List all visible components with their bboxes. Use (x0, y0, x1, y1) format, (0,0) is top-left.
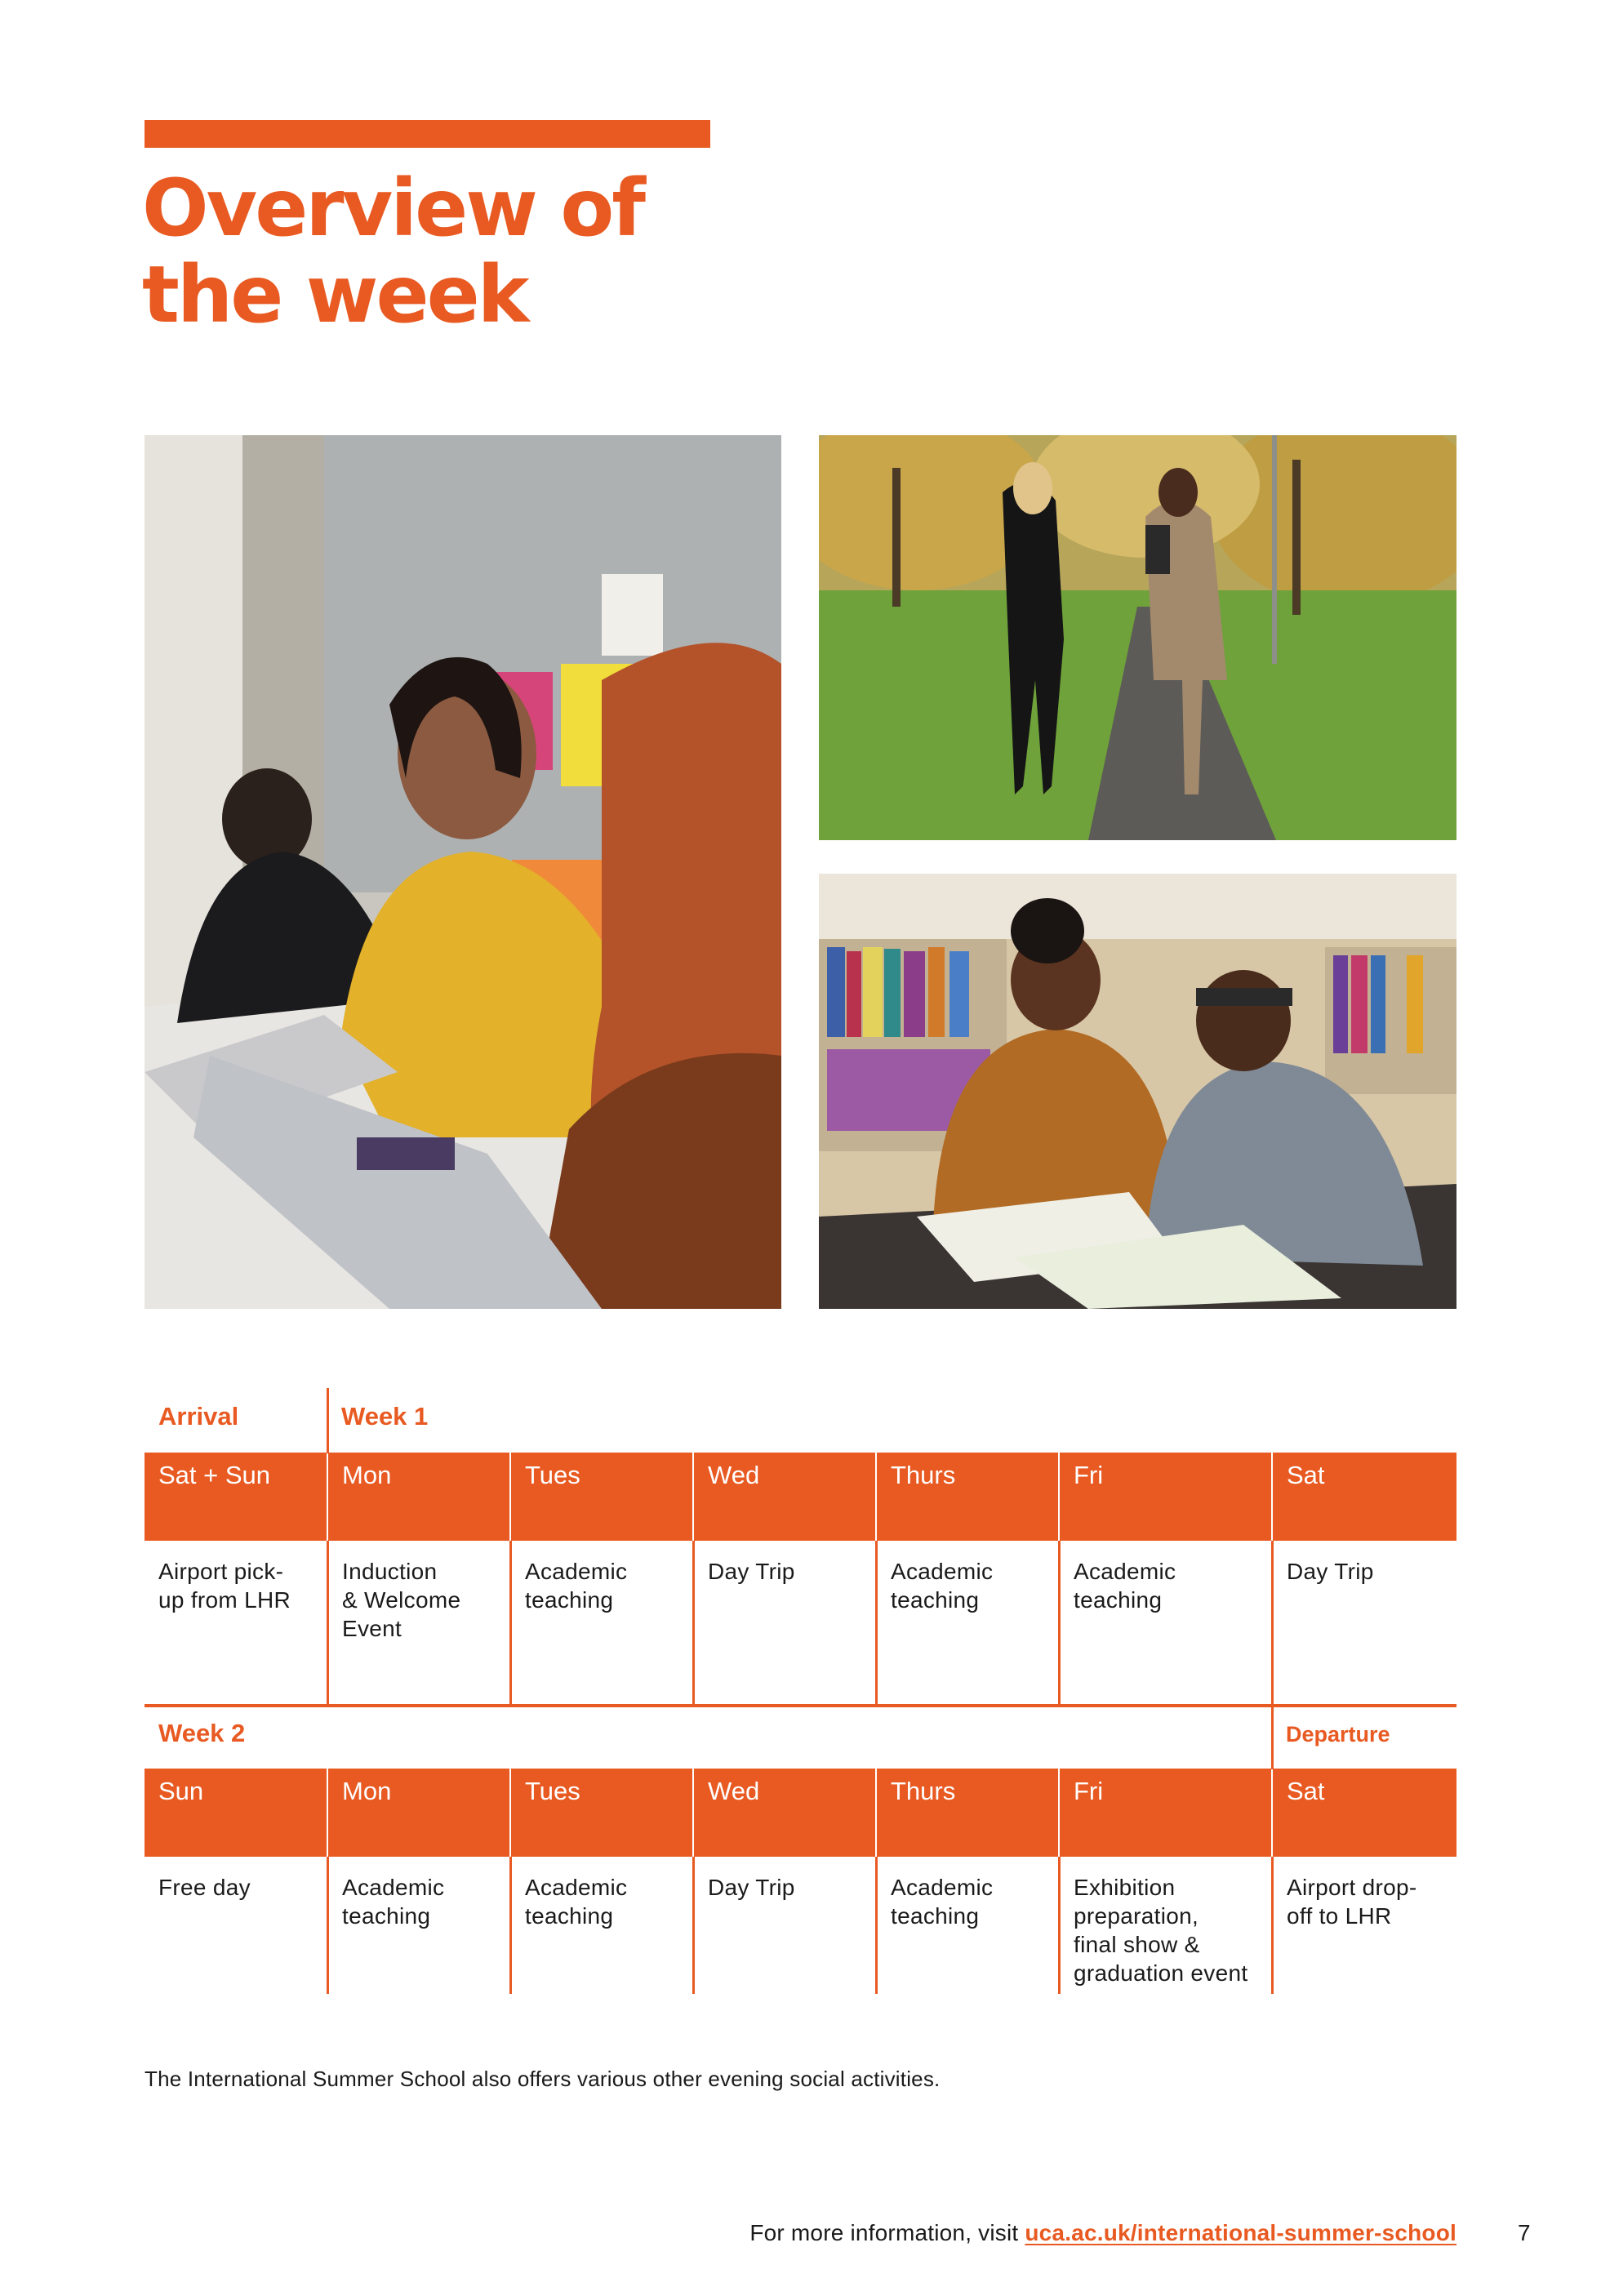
activity-line: Free day (158, 1875, 251, 1900)
activity-line: Day Trip (708, 1875, 795, 1900)
week-2-day-header: Mon (328, 1769, 509, 1857)
studio-photo (145, 435, 781, 1309)
activity-line: Academic (891, 1559, 994, 1584)
week-1-day-activity (511, 1557, 692, 1614)
week-separator (145, 1704, 1456, 1707)
week-2-day-activity (1060, 1873, 1271, 1987)
page-title-line-1: Overview of (142, 162, 644, 254)
activity-line: Exhibition (1074, 1875, 1176, 1900)
week-2-day-activity (328, 1873, 509, 1930)
column-divider (1271, 1857, 1274, 1994)
week-1-day-activity (1060, 1557, 1271, 1614)
departure-label: Departure (1286, 1722, 1390, 1746)
week-1-label: Week 1 (341, 1402, 429, 1431)
footer (749, 2219, 1456, 2247)
activity-line: up from LHR (158, 1587, 291, 1613)
week-1-day-header: Tues (511, 1453, 692, 1541)
library-photo (819, 874, 1456, 1309)
footer-prefix: For more information, visit (749, 2220, 1025, 2245)
week-2-day-header: Thurs (877, 1769, 1058, 1857)
activity-line: graduation event (1074, 1960, 1248, 1986)
week-1-day-activity (877, 1557, 1058, 1614)
activity-line: Airport pick- (158, 1559, 284, 1584)
activity-line: off to LHR (1287, 1903, 1392, 1929)
page-title (142, 162, 644, 340)
activity-line: Academic (525, 1559, 628, 1584)
week-2-day-header: Sat (1273, 1769, 1456, 1857)
activity-line: preparation, (1074, 1903, 1199, 1929)
week-1-day-header: Sat (1273, 1453, 1456, 1541)
column-divider (327, 1541, 329, 1704)
week-2-day-activity (145, 1873, 327, 1902)
activity-line: & Welcome (342, 1587, 461, 1613)
week-1-day-header: Wed (694, 1453, 875, 1541)
social-activities-note: The International Summer School also offers various other evening social activities. (145, 2067, 941, 2091)
week-1-day-header: Fri (1060, 1453, 1271, 1541)
activity-line: Day Trip (708, 1559, 795, 1584)
column-divider (875, 1857, 878, 1994)
activity-line: Airport drop- (1287, 1875, 1417, 1900)
week-1-day-header: Thurs (877, 1453, 1058, 1541)
activity-line: teaching (891, 1903, 980, 1929)
column-divider (1271, 1541, 1274, 1704)
summer-school-link[interactable]: uca.ac.uk/international-summer-school (1025, 2220, 1456, 2245)
column-divider (509, 1857, 512, 1994)
week-2-day-header: Sun (145, 1769, 327, 1857)
title-accent-bar (145, 120, 710, 148)
activity-line: teaching (342, 1903, 431, 1929)
activity-line: Academic (1074, 1559, 1176, 1584)
column-divider (692, 1541, 695, 1704)
page-title-line-2: the week (142, 249, 527, 340)
column-divider (1058, 1857, 1061, 1994)
activity-line: Event (342, 1616, 402, 1641)
week-2-day-activity (511, 1873, 692, 1930)
activity-line: Academic (891, 1875, 994, 1900)
week-2-label: Week 2 (158, 1719, 246, 1747)
week-1-day-activity (694, 1557, 875, 1586)
activity-line: teaching (1074, 1587, 1163, 1613)
activity-line: teaching (891, 1587, 980, 1613)
activity-line: final show & (1074, 1932, 1200, 1957)
arrival-label: Arrival (158, 1402, 239, 1431)
week-2-day-activity (877, 1873, 1058, 1930)
activity-line: teaching (525, 1903, 614, 1929)
activity-line: Induction (342, 1559, 438, 1584)
week-2-day-header: Wed (694, 1769, 875, 1857)
column-divider (692, 1857, 695, 1994)
week-2-day-activity (694, 1873, 875, 1902)
week-2-day-activity (1273, 1873, 1456, 1930)
page-number: 7 (1518, 2220, 1531, 2245)
week-2-day-header: Fri (1060, 1769, 1271, 1857)
week-1-day-activity (145, 1557, 327, 1614)
activity-line: Day Trip (1287, 1559, 1374, 1584)
arrival-divider (327, 1388, 329, 1453)
departure-divider (1271, 1706, 1274, 1769)
column-divider (875, 1541, 878, 1704)
column-divider (327, 1857, 329, 1994)
activity-line: Academic (525, 1875, 628, 1900)
week-1-day-activity (328, 1557, 509, 1643)
week-2-day-header: Tues (511, 1769, 692, 1857)
column-divider (1058, 1541, 1061, 1704)
week-1-day-header: Mon (328, 1453, 509, 1541)
activity-line: Academic (342, 1875, 445, 1900)
park-photo (819, 435, 1456, 840)
activity-line: teaching (525, 1587, 614, 1613)
column-divider (509, 1541, 512, 1704)
week-1-day-activity (1273, 1557, 1456, 1586)
week-1-day-header: Sat + Sun (145, 1453, 327, 1541)
